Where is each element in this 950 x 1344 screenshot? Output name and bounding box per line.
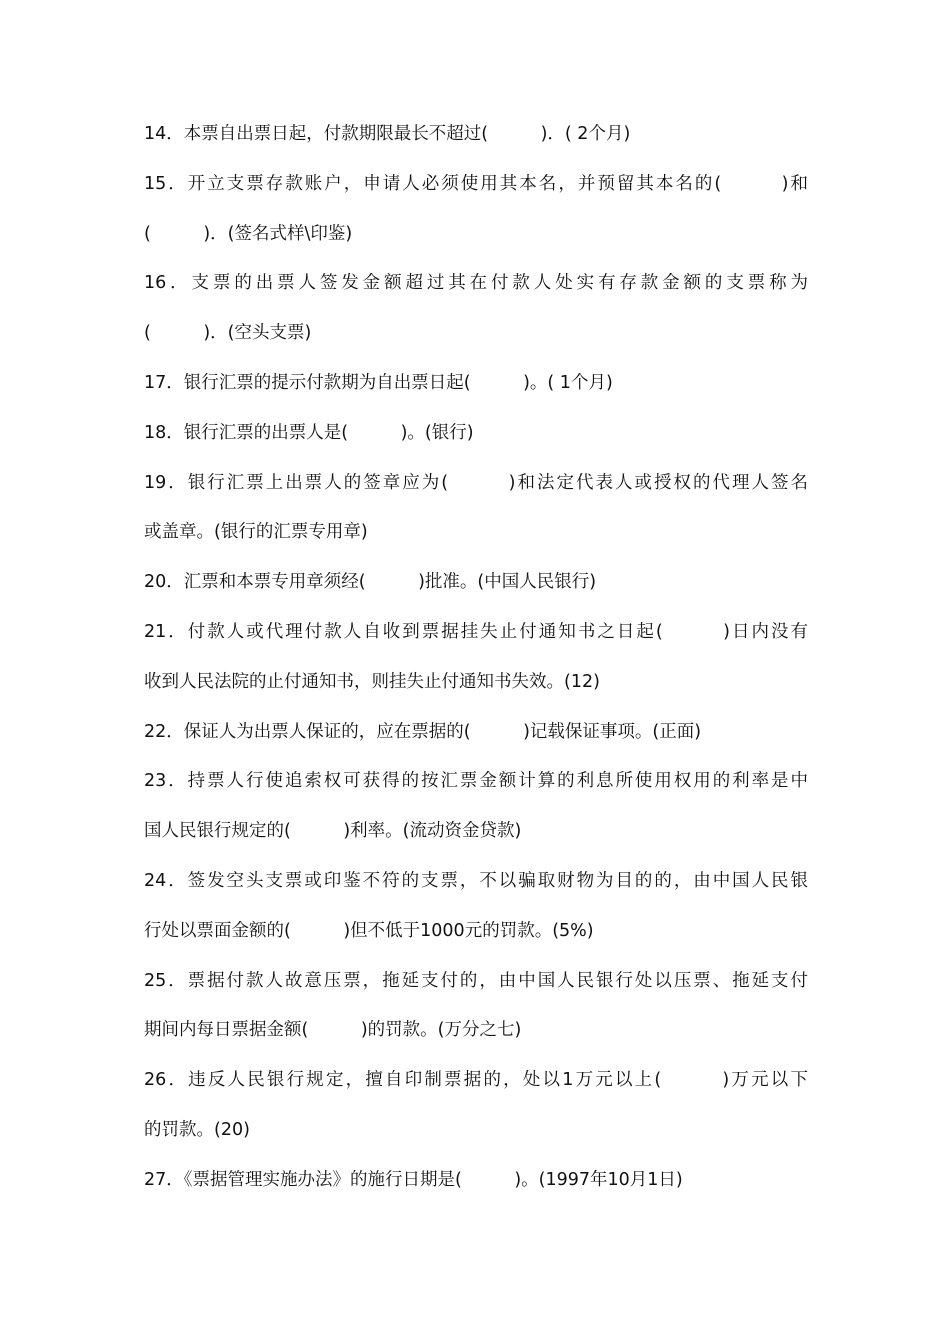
question-19-line-2: 或盖章。(银行的汇票专用章) bbox=[144, 522, 368, 543]
question-15-line-2: ( )．(签名式样\印鉴) bbox=[144, 223, 353, 244]
question-23-line-2: 国人民银行规定的( )利率。(流动资金贷款) bbox=[144, 821, 522, 842]
question-21-line-1: 21．付款人或代理付款人自收到票据挂失止付通知书之日起( )日内没有 bbox=[144, 621, 808, 642]
question-18: 18．银行汇票的出票人是( )。(银行) bbox=[144, 422, 474, 443]
question-26-line-2: 的罚款。(20) bbox=[144, 1119, 250, 1140]
question-19-line-1: 19．银行汇票上出票人的签章应为( )和法定代表人或授权的代理人签名 bbox=[144, 472, 808, 493]
question-16-line-1: 16．支票的出票人签发金额超过其在付款人处实有存款金额的支票称为 bbox=[144, 273, 808, 294]
question-26-line-1: 26．违反人民银行规定，擅自印制票据的，处以1万元以上( )万元以下 bbox=[144, 1070, 808, 1091]
question-24-line-2: 行处以票面金额的( )但不低于1000元的罚款。(5%) bbox=[144, 920, 594, 941]
question-15-line-1: 15．开立支票存款账户，申请人必须使用其本名，并预留其本名的( )和 bbox=[144, 173, 808, 194]
question-22: 22．保证人为出票人保证的，应在票据的( )记载保证事项。(正面) bbox=[144, 721, 702, 742]
question-21-line-2: 收到人民法院的止付通知书，则挂失止付通知书失效。(12) bbox=[144, 671, 600, 692]
question-25-line-2: 期间内每日票据金额( )的罚款。(万分之七) bbox=[144, 1020, 522, 1041]
question-20: 20．汇票和本票专用章须经( )批准。(中国人民银行) bbox=[144, 572, 597, 593]
question-25-line-1: 25．票据付款人故意压票，拖延支付的，由中国人民银行处以压票、拖延支付 bbox=[144, 970, 808, 991]
question-23-line-1: 23．持票人行使追索权可获得的按汇票金额计算的利息所使用权用的利率是中 bbox=[144, 771, 808, 792]
question-17: 17．银行汇票的提示付款期为自出票日起( )。( 1个月) bbox=[144, 372, 613, 393]
question-list bbox=[144, 110, 808, 1206]
question-24-line-1: 24．签发空头支票或印鉴不符的支票，不以骗取财物为目的的，由中国人民银 bbox=[144, 870, 808, 891]
question-16-line-2: ( )．(空头支票) bbox=[144, 323, 312, 344]
question-27: 27．《票据管理实施办法》的施行日期是( )。(1997年10月1日) bbox=[144, 1169, 683, 1190]
question-14: 14．本票自出票日起，付款期限最长不超过( )．( 2个月) bbox=[144, 124, 631, 144]
